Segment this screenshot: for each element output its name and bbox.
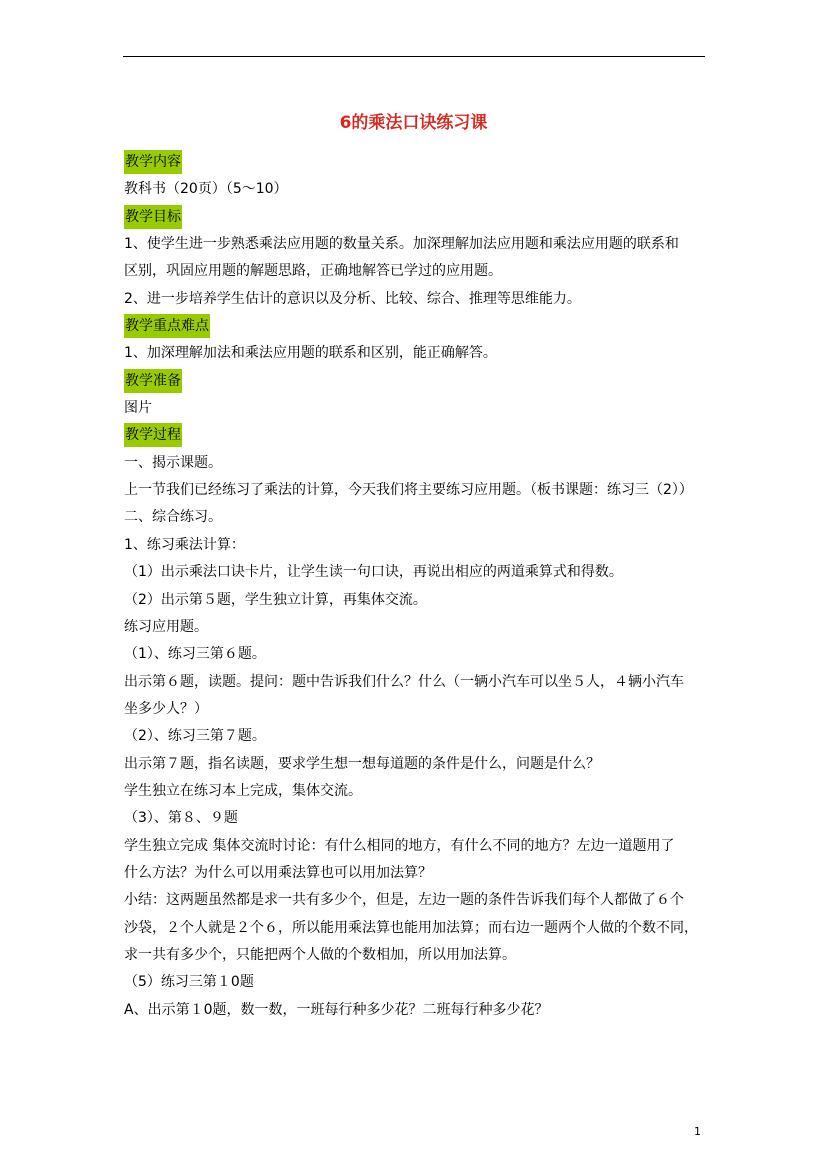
header-rule (123, 56, 705, 57)
process-line: 出示第６题，读题。提问：题中告诉我们什么？什么（一辆小汽车可以坐５人，４辆小汽车 (124, 673, 684, 690)
process-line: A、出示第１0题，数一数，一班每行种多少花？二班每行种多少花？ (124, 1001, 549, 1018)
process-line: 坐多少人？） (124, 700, 208, 717)
document-title: 6的乘法口诀练习课 (339, 113, 488, 133)
process-line: 出示第７题，指名读题，要求学生想一想每道题的条件是什么，问题是什么？ (124, 755, 600, 772)
process-line: 学生独立在练习本上完成，集体交流。 (124, 782, 362, 799)
heading-preparation: 教学准备 (124, 369, 182, 393)
process-line: 求一共有多少个，只能把两个人做的个数相加，所以用加法算。 (124, 946, 516, 963)
process-line: 什么方法？为什么可以用乘法算也可以用加法算？ (124, 864, 432, 881)
process-line: （3）、第８、９题 (124, 810, 238, 827)
process-line: （5）练习三第１0题 (124, 974, 254, 991)
process-line: 练习应用题。 (124, 618, 208, 635)
goal-line: 2、进一步培养学生估计的意识以及分析、比较、综合、推理等思维能力。 (124, 290, 581, 307)
process-line: 二、综合练习。 (124, 509, 222, 526)
process-line: （2）、练习三第７题。 (124, 728, 266, 745)
content-line: 教科书（20页）（5～10） (124, 181, 288, 198)
goal-line: 区别，巩固应用题的解题思路，正确地解答已学过的应用题。 (124, 263, 502, 280)
document-body (124, 149, 710, 1024)
process-line: （1）、练习三第６题。 (124, 646, 266, 663)
process-line: 一、揭示课题。 (124, 454, 222, 471)
process-line: 小结：这两题虽然都是求一共有多少个，但是，左边一题的条件告诉我们每个人都做了６个 (124, 892, 684, 909)
heading-teaching-goals: 教学目标 (124, 205, 182, 229)
key-point-line: 1、加深理解加法和乘法应用题的联系和区别，能正确解答。 (124, 345, 497, 362)
process-line: （1）出示乘法口诀卡片，让学生读一句口诀，再说出相应的两道乘算式和得数。 (124, 564, 623, 581)
process-line: 1、练习乘法计算： (124, 536, 245, 553)
preparation-line: 图片 (124, 400, 152, 417)
page-number: 1 (694, 1125, 701, 1138)
process-line: （2）出示第５题，学生独立计算，再集体交流。 (124, 591, 427, 608)
process-line: 上一节我们已经练习了乘法的计算，今天我们将主要练习应用题。（板书课题：练习三（2）） (124, 482, 693, 499)
heading-key-points: 教学重点难点 (124, 314, 210, 338)
heading-teaching-process: 教学过程 (124, 423, 182, 447)
goal-line: 1、使学生进一步熟悉乘法应用题的数量关系。加深理解加法应用题和乘法应用题的联系和 (124, 236, 679, 253)
heading-teaching-content: 教学内容 (124, 150, 182, 174)
process-line: 沙袋，２个人就是２个６，所以能用乘法算也能用加法算；而右边一题两个人做的个数不同， (124, 919, 698, 936)
process-line: 学生独立完成 集体交流时讨论：有什么相同的地方，有什么不同的地方？左边一道题用了 (124, 837, 675, 854)
